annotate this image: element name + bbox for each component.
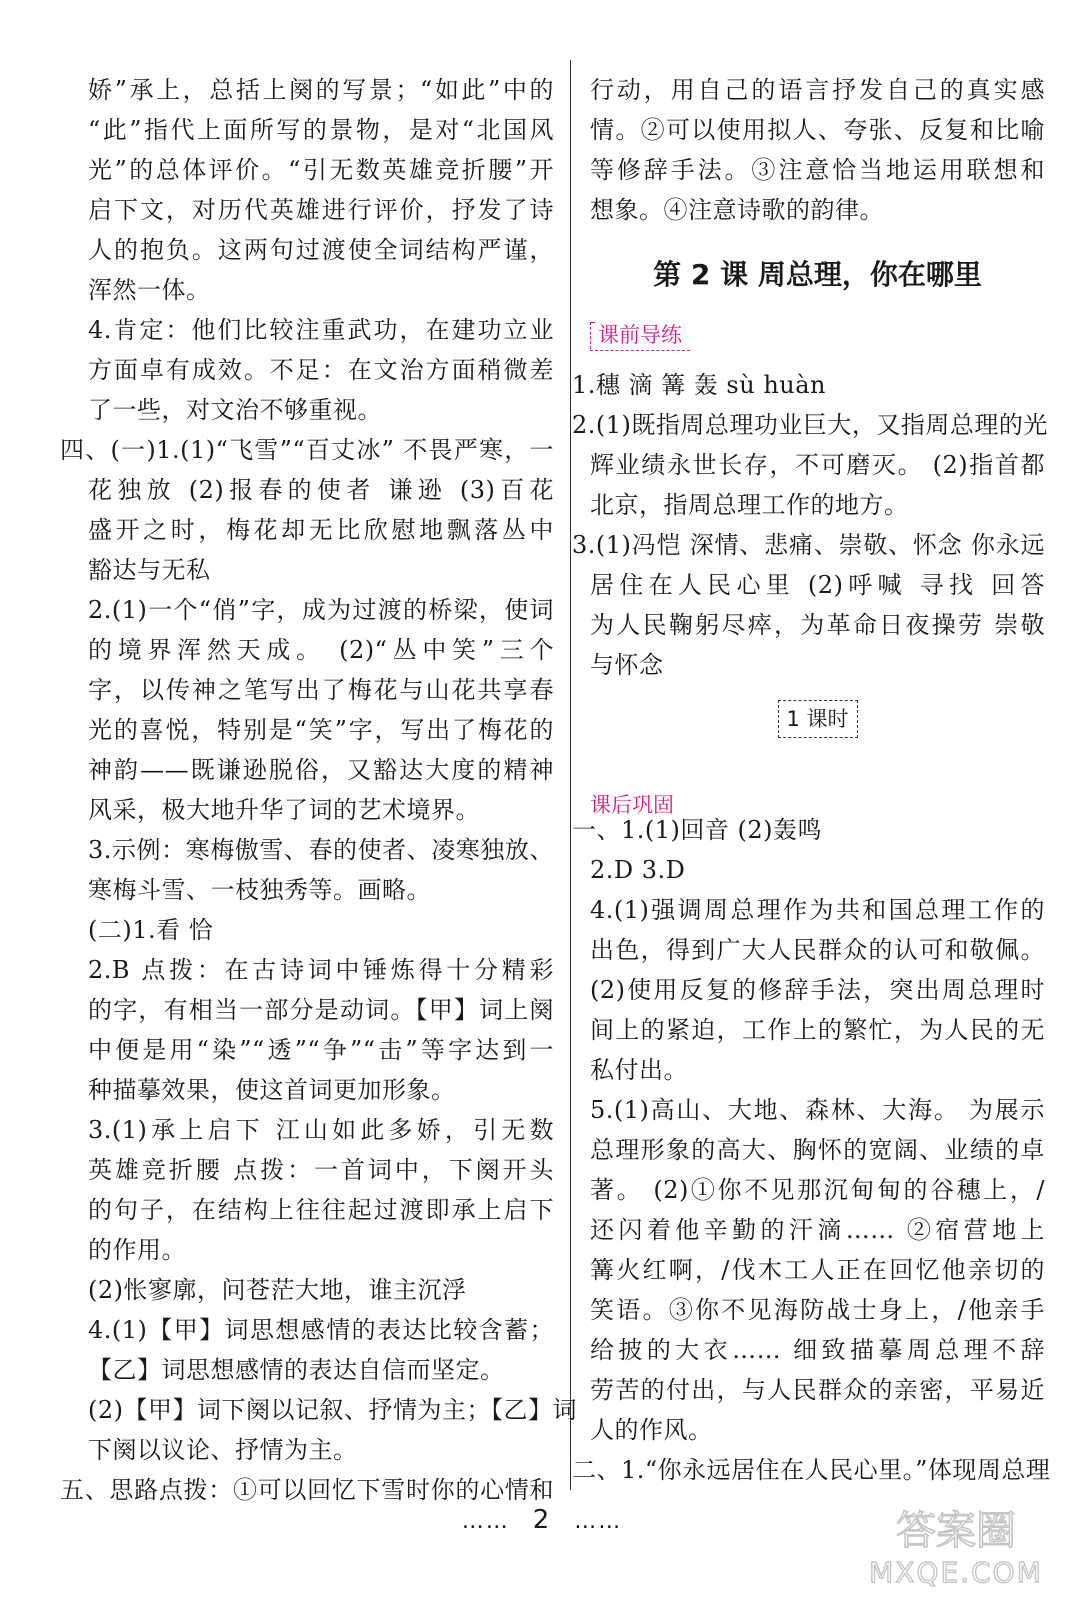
text-line: 给披的大衣…… 细致描摹周总理不辞: [590, 1336, 1045, 1364]
text-line: 方面卓有成效。不足：在文治方面稍微差: [88, 356, 554, 384]
text-line: 英雄竞折腰 点拨：一首词中，下阕开头: [88, 1156, 554, 1184]
text-line: 的作用。: [88, 1236, 186, 1264]
text-line: 一、1.(1)回音 (2)轰鸣: [572, 816, 823, 844]
text-line: 【乙】词思想感情的表达自信而坚定。: [88, 1356, 505, 1384]
text-line: 启下文，对历代英雄进行评价，抒发了诗: [88, 196, 554, 224]
text-line: 4.(1)强调周总理作为共和国总理工作的: [590, 896, 1045, 924]
text-line: 3.(1)承上启下 江山如此多娇，引无数: [88, 1116, 554, 1144]
text-line: 人的作风。: [590, 1416, 713, 1444]
text-line: 下阕以议论、抒情为主。: [88, 1436, 358, 1464]
watermark-logo: [846, 1500, 1066, 1590]
footer-dots-left: ……: [461, 1509, 510, 1534]
watermark-text-top: 答案圈: [896, 1508, 1016, 1554]
text-line: 二、1.“你永远居住在人民心里。”体现周总理: [572, 1456, 1051, 1484]
text-line: 的句子，在结构上往往起过渡即承上启下: [88, 1196, 554, 1224]
footer-dots-right: ……: [574, 1509, 623, 1534]
column-divider: [570, 60, 571, 1490]
text-line: 居住在人民心里 (2)呼喊 寻找 回答: [590, 571, 1045, 599]
text-line: 还闪着他辛勤的汗滴…… ②宿营地上: [590, 1216, 1045, 1244]
text-line: 光”的总体评价。“引无数英雄竞折腰”开: [88, 156, 554, 184]
text-line: 私付出。: [590, 1056, 688, 1084]
text-line: 想象。④注意诗歌的韵律。: [590, 196, 884, 224]
text-line: 娇”承上，总括上阕的写景；“如此”中的: [88, 76, 554, 104]
text-line: 行动，用自己的语言抒发自己的真实感: [590, 76, 1045, 104]
text-line: 浑然一体。: [88, 276, 211, 304]
text-line: 中便是用“染”“透”“争”“击”等字达到一: [88, 1036, 554, 1064]
text-line: 种描摹效果，使这首词更加形象。: [88, 1076, 456, 1104]
text-line: 北京，指周总理工作的地方。: [590, 491, 909, 519]
text-line: 的字，有相当一部分是动词。【甲】词上阕: [88, 996, 554, 1024]
section-tag-pre: 课前导练: [590, 320, 690, 351]
text-line: 4.(1)【甲】词思想感情的表达比较含蓄；: [88, 1316, 554, 1344]
text-line: 花独放 (2)报春的使者 谦逊 (3)百花: [88, 476, 554, 504]
page-number: 2: [532, 1505, 552, 1535]
text-line: 4.肯定：他们比较注重武功，在建功立业: [88, 316, 554, 344]
text-line: 著。 (2)①你不见那沉甸甸的谷穗上，/: [590, 1176, 1045, 1204]
section-tag-post: 课后巩固: [590, 793, 674, 817]
text-line: 豁达与无私: [88, 556, 211, 584]
text-line: 字，以传神之笔写出了梅花与山花共享春: [88, 676, 554, 704]
text-line: 2.(1)既指周总理功业巨大，又指周总理的光: [572, 411, 1048, 439]
text-line: 篝火红啊，/伐木工人正在回忆他亲切的: [590, 1256, 1045, 1284]
text-line: 2.(1)一个“俏”字，成为过渡的桥梁，使词: [88, 596, 554, 624]
text-line: 寒梅斗雪、一枝独秀等。画略。: [88, 876, 431, 904]
text-line: (2)怅寥廓，问苍茫大地，谁主沉浮: [88, 1276, 467, 1304]
text-line: 了一些，对文治不够重视。: [88, 396, 382, 424]
section-heading-5: 五、思路点拨：①可以回忆下雪时你的心情和: [60, 1476, 554, 1504]
text-line: 2.D 3.D: [590, 856, 686, 884]
text-line: 等修辞手法。③注意恰当地运用联想和: [590, 156, 1045, 184]
text-line: 5.(1)高山、大地、森林、大海。 为展示: [590, 1096, 1045, 1124]
text-line: 的境界浑然天成。 (2)“丛中笑”三个: [88, 636, 554, 664]
text-line: 辉业绩永世长存，不可磨灭。 (2)指首都: [590, 451, 1045, 479]
text-line: (二)1.看 恰: [88, 916, 214, 944]
text-line: 出色，得到广大人民群众的认可和敬佩。: [590, 936, 1045, 964]
text-line: (2)使用反复的修辞手法，突出周总理时: [590, 976, 1045, 1004]
text-line: 1.穗 滴 篝 轰 sù huàn: [572, 371, 826, 399]
text-line: 2.B 点拨：在古诗词中锤炼得十分精彩: [88, 956, 554, 984]
text-line: 盛开之时，梅花却无比欣慰地飘落丛中: [88, 516, 554, 544]
text-line: 劳苦的付出，与人民群众的亲密，平易近: [590, 1376, 1045, 1404]
text-line: 3.(1)冯恺 深情、悲痛、崇敬、怀念 你永远: [572, 531, 1045, 559]
text-line: 笑语。③你不见海防战士身上，/他亲手: [590, 1296, 1045, 1324]
text-line: 人的抱负。这两句过渡使全词结构严谨，: [88, 236, 554, 264]
watermark-text-bottom: MXQE.COM: [869, 1556, 1043, 1589]
lesson-title: 第 2 课 周总理，你在哪里: [653, 258, 982, 291]
text-line: 神韵——既谦逊脱俗，又豁达大度的精神: [88, 756, 554, 784]
text-line: 光的喜悦，特别是“笑”字，写出了梅花的: [88, 716, 554, 744]
text-line: 间上的紧迫，工作上的繁忙，为人民的无: [590, 1016, 1045, 1044]
watermark-graphic: [846, 1500, 1066, 1590]
text-line: 为人民鞠躬尽瘁，为革命日夜操劳 崇敬: [590, 611, 1045, 639]
text-line: 风采，极大地升华了词的艺术境界。: [88, 796, 480, 824]
section-heading-4: 四、(一)1.(1)“飞雪”“百丈冰” 不畏严寒，一: [60, 436, 554, 464]
text-line: “此”指代上面所写的景物，是对“北国风: [88, 116, 554, 144]
text-line: 3.示例：寒梅傲雪、春的使者、凌寒独放、: [88, 836, 554, 864]
text-line: 总理形象的高大、胸怀的宽阔、业绩的卓: [590, 1136, 1045, 1164]
text-line: (2)【甲】词下阕以记叙、抒情为主；【乙】词: [88, 1396, 577, 1424]
text-line: 情。②可以使用拟人、夸张、反复和比喻: [590, 116, 1045, 144]
session-label: 1 课时: [777, 700, 857, 738]
text-line: 与怀念: [590, 651, 664, 679]
